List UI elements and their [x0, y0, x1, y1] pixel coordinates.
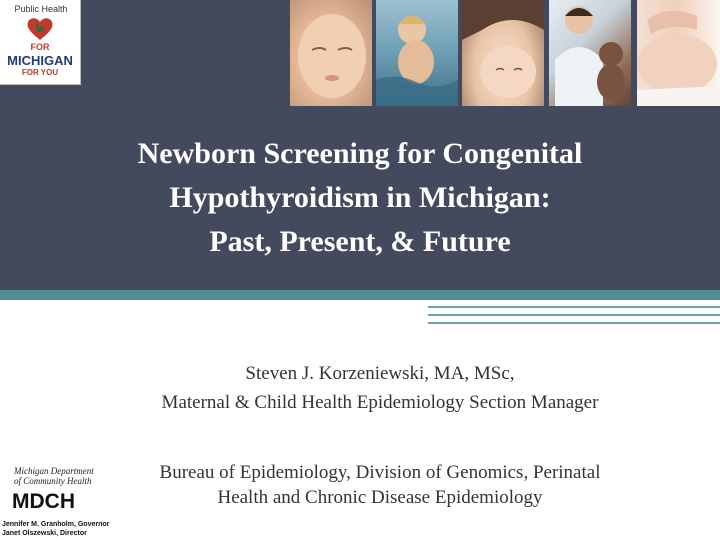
mdch-mark: MDCH [12, 490, 75, 513]
speaker-role: Maternal & Child Health Epidemiology Section Manager [161, 392, 599, 413]
logo-bottom-text: FOR YOU [21, 68, 59, 77]
mdch-officials [2, 520, 120, 538]
heart-icon [26, 17, 54, 41]
public-health-logo [0, 0, 81, 85]
page-title [40, 132, 680, 264]
photo-sleeping-baby [290, 0, 372, 106]
accent-line-1 [428, 306, 720, 308]
mdch-dept-line-1: Michigan Department [14, 466, 94, 476]
logo-top-text: Public Health [14, 4, 68, 14]
accent-stripe [0, 290, 720, 300]
mdch-director: Janet Olszewski, Director [2, 530, 87, 537]
mdch-governor: Jennifer M. Granholm, Governor [2, 521, 110, 528]
accent-line-3 [428, 322, 720, 324]
photo-doctor-with-infant [549, 0, 631, 106]
mdch-department [14, 466, 104, 486]
bureau-info [60, 460, 700, 510]
mdch-logo [0, 466, 120, 540]
title-line-1: Newborn Screening for Congenital [137, 137, 583, 170]
speaker-info [60, 359, 700, 417]
title-line-2: Hypothyroidism in Michigan: [169, 181, 551, 214]
title-line-3: Past, Present, & Future [209, 225, 511, 258]
logo-for-text: FOR [30, 42, 50, 52]
photo-mother-and-baby [462, 0, 544, 106]
accent-line-2 [428, 314, 720, 316]
bureau-line-1: Bureau of Epidemiology, Division of Genomics, Perinatal [159, 462, 601, 483]
photo-child-in-water [376, 0, 458, 106]
bureau-line-2: Health and Chronic Disease Epidemiology [217, 487, 543, 508]
logo-state-text: MICHIGAN [7, 53, 73, 68]
photo-pregnant-woman [637, 0, 720, 106]
mdch-dept-line-2: of Community Health [14, 476, 92, 486]
speaker-name: Steven J. Korzeniewski, MA, MSc, [245, 363, 515, 384]
